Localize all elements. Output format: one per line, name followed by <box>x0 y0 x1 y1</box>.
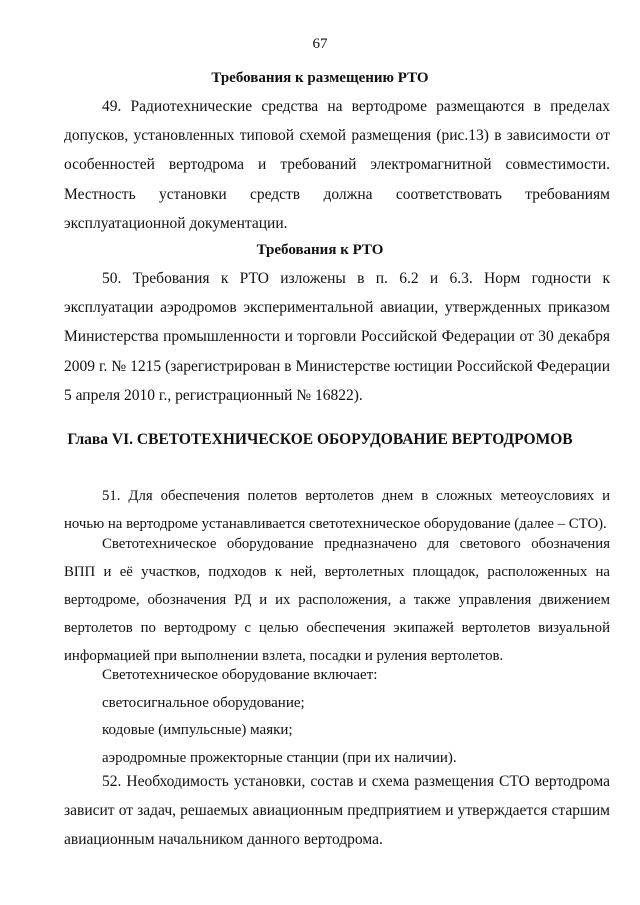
page-number: 67 <box>312 36 328 52</box>
paragraph-49: 49. Радиотехнические средства на вертодроме размещаются в пределах допусков, установленных типовой схемой размещения (рис.13) в зависимости от особенностей вертодрома и требований электромагнитной совместимости. Местность установки средств должна соответствовать требованиям эксплуатационной документации. <box>64 98 610 232</box>
equipment-item-3: аэродромные прожекторные станции (при их наличии). <box>102 750 457 766</box>
equipment-includes-label: Светотехническое оборудование включает: <box>102 667 378 683</box>
equipment-item-1: светосигнальное оборудование; <box>102 695 305 711</box>
paragraph-51-continued: Светотехническое оборудование предназначено для светового обозначения ВПП и её участков, подходов к ней, вертолетных площадок, расположенных на вертодроме, обозначения РД и их расположения, а также управления движением вертолетов по вертодрому с целью обеспечения экипажей вертолетов визуальной информацией при выполнении взлета, посадки и руления вертолетов. <box>64 536 610 664</box>
paragraph-52: 52. Необходимость установки, состав и схема размещения СТО вертодрома зависит от задач, решаемых авиационным предприятием и утверждается старшим авиационным начальником данного вертодрома. <box>64 773 610 849</box>
chapter-title: Глава VI. СВЕТОТЕХНИЧЕСКОЕ ОБОРУДОВАНИЕ ВЕРТОДРОМОВ <box>67 431 573 448</box>
paragraph-51: 51. Для обеспечения полетов вертолетов днем в сложных метеоусловиях и ночью на вертодроме устанавливается светотехническое оборудование (далее – СТО). <box>64 488 610 532</box>
paragraph-50: 50. Требования к РТО изложены в п. 6.2 и 6.3. Норм годности к эксплуатации аэродромов экспериментальной авиации, утвержденных приказом Министерства промышленности и торговли Российской Федерации от 30 декабря 2009 г. № 1215 (зарегистрирован в Министерстве юстиции Российской Федерации 5 апреля 2010 г., регистрационный № 16822). <box>64 270 610 404</box>
section-heading-rto-requirements: Требования к РТО <box>256 242 384 258</box>
equipment-item-2: кодовые (импульсные) маяки; <box>102 722 293 738</box>
section-heading-rto-placement: Требования к размещению РТО <box>211 70 429 86</box>
